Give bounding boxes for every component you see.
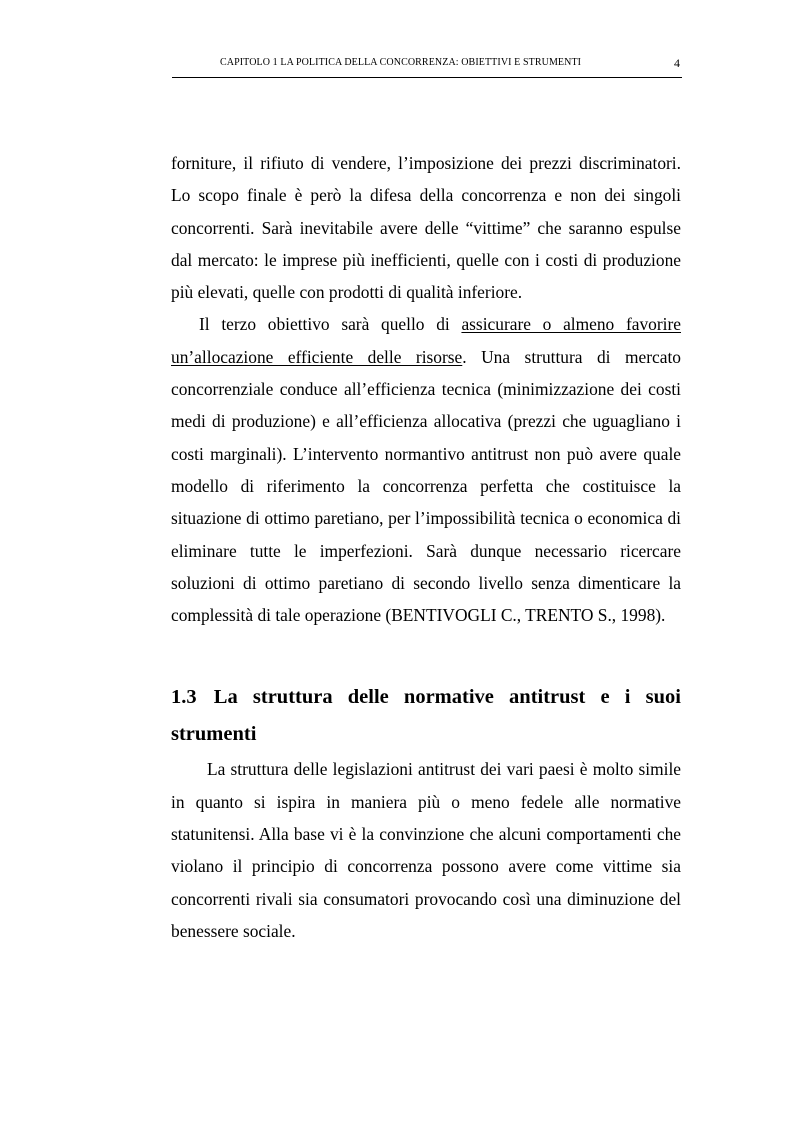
section-number: 1.3 (171, 686, 197, 709)
underlined-phrase: assicurare o almeno favorire un’allocazione efficiente delle risorse (171, 314, 681, 367)
page-number: 4 (674, 56, 680, 70)
page-header (172, 55, 682, 78)
paragraph-2 (171, 308, 681, 631)
section-heading (171, 679, 681, 753)
running-head: CAPITOLO 1 LA POLITICA DELLA CONCORRENZA: OBIETTIVI E STRUMENTI (220, 57, 582, 68)
paragraph-1: forniture, il rifiuto di vendere, l’imposizione dei prezzi discriminatori. Lo scopo finale è però la difesa della concorrenza e non dei singoli concorrenti. Sarà inevitabile avere delle “vittime” che saranno espulse dal mercato: le imprese più inefficienti, quelle con i costi di produzione più elevati, quelle con prodotti di qualità inferiore. (171, 153, 681, 303)
paragraph-3: La struttura delle legislazioni antitrust dei vari paesi è molto simile in quanto si ispira in maniera più o meno fedele alle normative statunitensi. Alla base vi è la convinzione che alcuni comportamenti che violano il principio di concorrenza possono avere come vittime sia concorrenti rivali sia consumatori provocando così una diminuzione del benessere sociale. (171, 759, 681, 941)
body-text (171, 147, 681, 947)
paragraph-2-start: Il terzo obiettivo sarà quello di (199, 314, 462, 335)
section-title: La struttura delle normative antitrust e i suoi strumenti (171, 686, 681, 746)
paragraph-2-rest: . Una struttura di mercato concorrenziale conduce all’efficienza tecnica (minimizzazione dei costi medi di produzione) e all’efficienza allocativa (prezzi che uguagliano i costi marginali). L’intervento normantivo antitrust non può avere quale modello di riferimento la concorrenza perfetta che costituisce la situazione di ottimo paretiano, per l’impossibilità tecnica o economica di eliminare tutte le imperfezioni. Sarà dunque necessario ricercare soluzioni di ottimo paretiano di secondo livello senza dimenticare la complessità di tale operazione (BENTIVOGLI C., TRENTO S., 1998). (171, 346, 681, 626)
